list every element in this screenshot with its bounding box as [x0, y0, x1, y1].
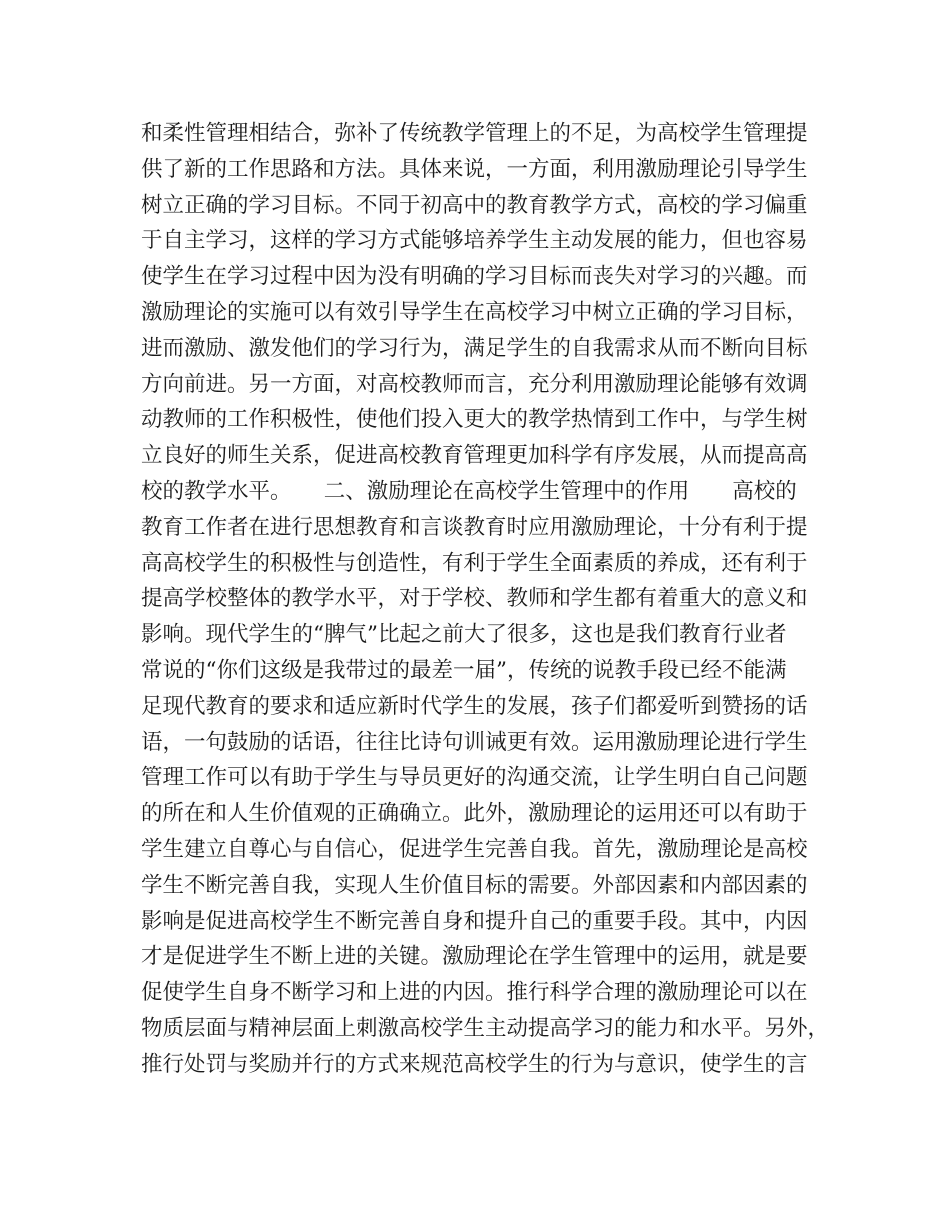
- text-line: 使学生在学习过程中因为没有明确的学习目标而丧失对学习的兴趣。而: [141, 264, 808, 290]
- text-line: 影响。现代学生的“脾气”比起之前大了很多，这也是我们教育行业者: [141, 622, 787, 648]
- text-line: 提高学校整体的教学水平，对于学校、教师和学生都有着重大的意义和: [141, 586, 808, 612]
- text-line: 的所在和人生价值观的正确确立。此外，激励理论的运用还可以有助于: [141, 801, 808, 827]
- text-line: 高高校学生的积极性与创造性，有利于学生全面素质的养成，还有利于: [141, 550, 808, 576]
- text-line: 立良好的师生关系，促进高校教育管理更加科学有序发展，从而提高高: [141, 443, 808, 469]
- text-line: 进而激励、激发他们的学习行为，满足学生的自我需求从而不断向目标: [141, 335, 808, 361]
- text-line: 激励理论的实施可以有效引导学生在高校学习中树立正确的学习目标，: [141, 299, 808, 325]
- text-line: 常说的“你们这级是我带过的最差一届”，传统的说教手段已经不能满: [141, 657, 787, 683]
- text-line: 推行处罚与奖励并行的方式来规范高校学生的行为与意识，使学生的言: [141, 1051, 808, 1077]
- text-line: 动教师的工作积极性，使他们投入更大的教学热情到工作中，与学生树: [141, 407, 808, 433]
- text-line: 物质层面与精神层面上刺激高校学生主动提高学习的能力和水平。另外，: [141, 1015, 830, 1041]
- text-line: 教育工作者在进行思想教育和言谈教育时应用激励理论，十分有利于提: [141, 514, 808, 540]
- text-line: 于自主学习，这样的学习方式能够培养学生主动发展的能力，但也容易: [141, 228, 808, 254]
- text-line: 方向前进。另一方面，对高校教师而言，充分利用激励理论能够有效调: [141, 371, 808, 397]
- text-line: 促使学生自身不断学习和上进的内因。推行科学合理的激励理论可以在: [141, 980, 808, 1006]
- text-line: 树立正确的学习目标。不同于初高中的教育教学方式，高校的学习偏重: [141, 192, 808, 218]
- text-line: 学生不断完善自我，实现人生价值目标的需要。外部因素和内部因素的: [141, 872, 808, 898]
- text-line: 语，一句鼓励的话语，往往比诗句训诫更有效。运用激励理论进行学生: [141, 729, 808, 755]
- text-line: 影响是促进高校学生不断完善自身和提升自己的重要手段。其中，内因: [141, 908, 808, 934]
- text-line: 校的教学水平。 二、激励理论在高校学生管理中的作用 高校的: [141, 478, 797, 504]
- text-line: 学生建立自尊心与自信心，促进学生完善自我。首先，激励理论是高校: [141, 836, 808, 862]
- text-line: 和柔性管理相结合，弥补了传统教学管理上的不足，为高校学生管理提: [141, 121, 808, 146]
- text-line: 足现代教育的要求和适应新时代学生的发展，孩子们都爱听到赞扬的话: [141, 693, 808, 719]
- text-line: 供了新的工作思路和方法。具体来说，一方面，利用激励理论引导学生: [141, 156, 808, 182]
- text-line: 才是促进学生不断上进的关键。激励理论在学生管理中的运用，就是要: [141, 944, 808, 970]
- text-line: 管理工作可以有助于学生与导员更好的沟通交流，让学生明白自己问题: [141, 765, 808, 791]
- body-text: [141, 116, 831, 1083]
